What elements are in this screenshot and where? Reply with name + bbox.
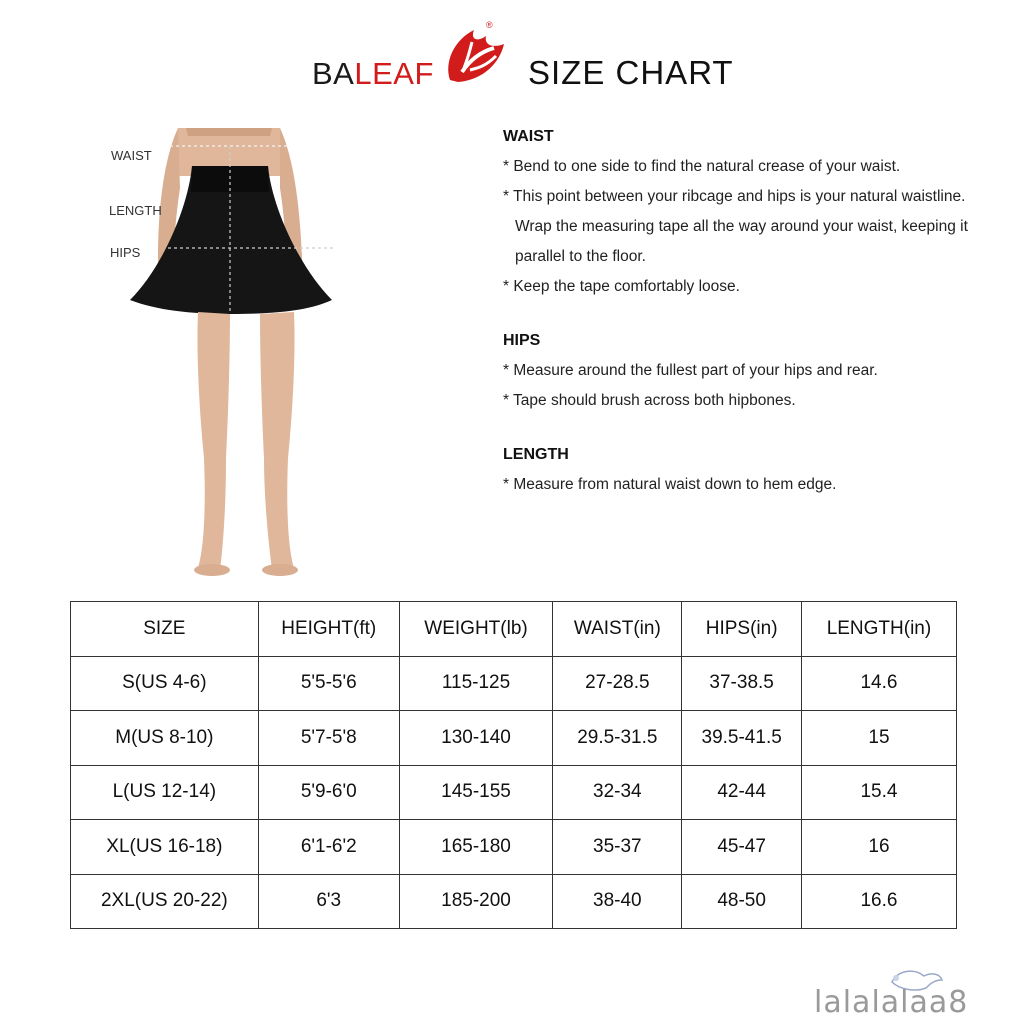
table-cell: 37-38.5 [682, 656, 801, 711]
table-cell: M(US 8-10) [71, 711, 259, 766]
table-cell: L(US 12-14) [71, 765, 259, 820]
waist-label: WAIST [111, 148, 152, 163]
measurement-instructions [503, 128, 973, 530]
table-cell: 14.6 [801, 656, 956, 711]
hips-label: HIPS [110, 245, 141, 260]
table-cell: 38-40 [553, 874, 682, 929]
table-cell: 29.5-31.5 [553, 711, 682, 766]
brand-name-right: LEAF [354, 56, 434, 91]
instruction-item: * Measure around the fullest part of your hips and rear. [503, 362, 878, 379]
table-cell: XL(US 16-18) [71, 820, 259, 875]
table-cell: 5'9-6'0 [258, 765, 399, 820]
table-cell: 185-200 [399, 874, 552, 929]
brand-name [312, 56, 434, 92]
header [0, 20, 1024, 100]
table-cell: 39.5-41.5 [682, 711, 801, 766]
table-row [71, 820, 957, 875]
hips-section [503, 332, 973, 416]
column-header: WAIST(in) [553, 602, 682, 657]
table-cell: 165-180 [399, 820, 552, 875]
table-cell: 15 [801, 711, 956, 766]
table-cell: 115-125 [399, 656, 552, 711]
table-row [71, 874, 957, 929]
length-section [503, 446, 973, 500]
instruction-item: * Bend to one side to find the natural crease of your waist. [503, 158, 901, 175]
table-header-row [71, 602, 957, 657]
table-cell: 6'3 [258, 874, 399, 929]
model-figure [100, 118, 380, 588]
table-cell: 15.4 [801, 765, 956, 820]
table-cell: 32-34 [553, 765, 682, 820]
table-cell: 2XL(US 20-22) [71, 874, 259, 929]
watermark: lalalalaa8 [814, 985, 969, 1020]
table-cell: 5'5-5'6 [258, 656, 399, 711]
length-label: LENGTH [109, 203, 162, 218]
table-row [71, 711, 957, 766]
table-cell: 130-140 [399, 711, 552, 766]
table-cell: 48-50 [682, 874, 801, 929]
table-cell: 16 [801, 820, 956, 875]
brand-name-left: BA [312, 56, 355, 91]
table-cell: 5'7-5'8 [258, 711, 399, 766]
column-header: HEIGHT(ft) [258, 602, 399, 657]
table-row [71, 765, 957, 820]
instruction-item: * Measure from natural waist down to hem edge. [503, 476, 837, 493]
column-header: LENGTH(in) [801, 602, 956, 657]
column-header: SIZE [71, 602, 259, 657]
model-illustration [100, 118, 380, 588]
section-title: LENGTH [503, 446, 569, 463]
page-title: SIZE CHART [528, 54, 734, 91]
instruction-item: * This point between your ribcage and hips is your natural waistline. Wrap the measuring tape all the way around your waist, keeping it parallel to the floor. [503, 188, 968, 265]
table-cell: 45-47 [682, 820, 801, 875]
table-cell: 145-155 [399, 765, 552, 820]
section-title: HIPS [503, 332, 541, 349]
table-cell: 35-37 [553, 820, 682, 875]
table-cell: 6'1-6'2 [258, 820, 399, 875]
instruction-item: * Keep the tape comfortably loose. [503, 278, 740, 295]
section-title: WAIST [503, 128, 554, 145]
column-header: WEIGHT(lb) [399, 602, 552, 657]
size-table [70, 601, 957, 929]
table-cell: 16.6 [801, 874, 956, 929]
table-cell: 42-44 [682, 765, 801, 820]
table-cell: 27-28.5 [553, 656, 682, 711]
registered-mark: ® [486, 20, 493, 30]
leaf-logo-icon [440, 22, 510, 92]
waist-section [503, 128, 973, 302]
instruction-item: * Tape should brush across both hipbones. [503, 392, 796, 409]
column-header: HIPS(in) [682, 602, 801, 657]
table-row [71, 656, 957, 711]
table-cell: S(US 4-6) [71, 656, 259, 711]
